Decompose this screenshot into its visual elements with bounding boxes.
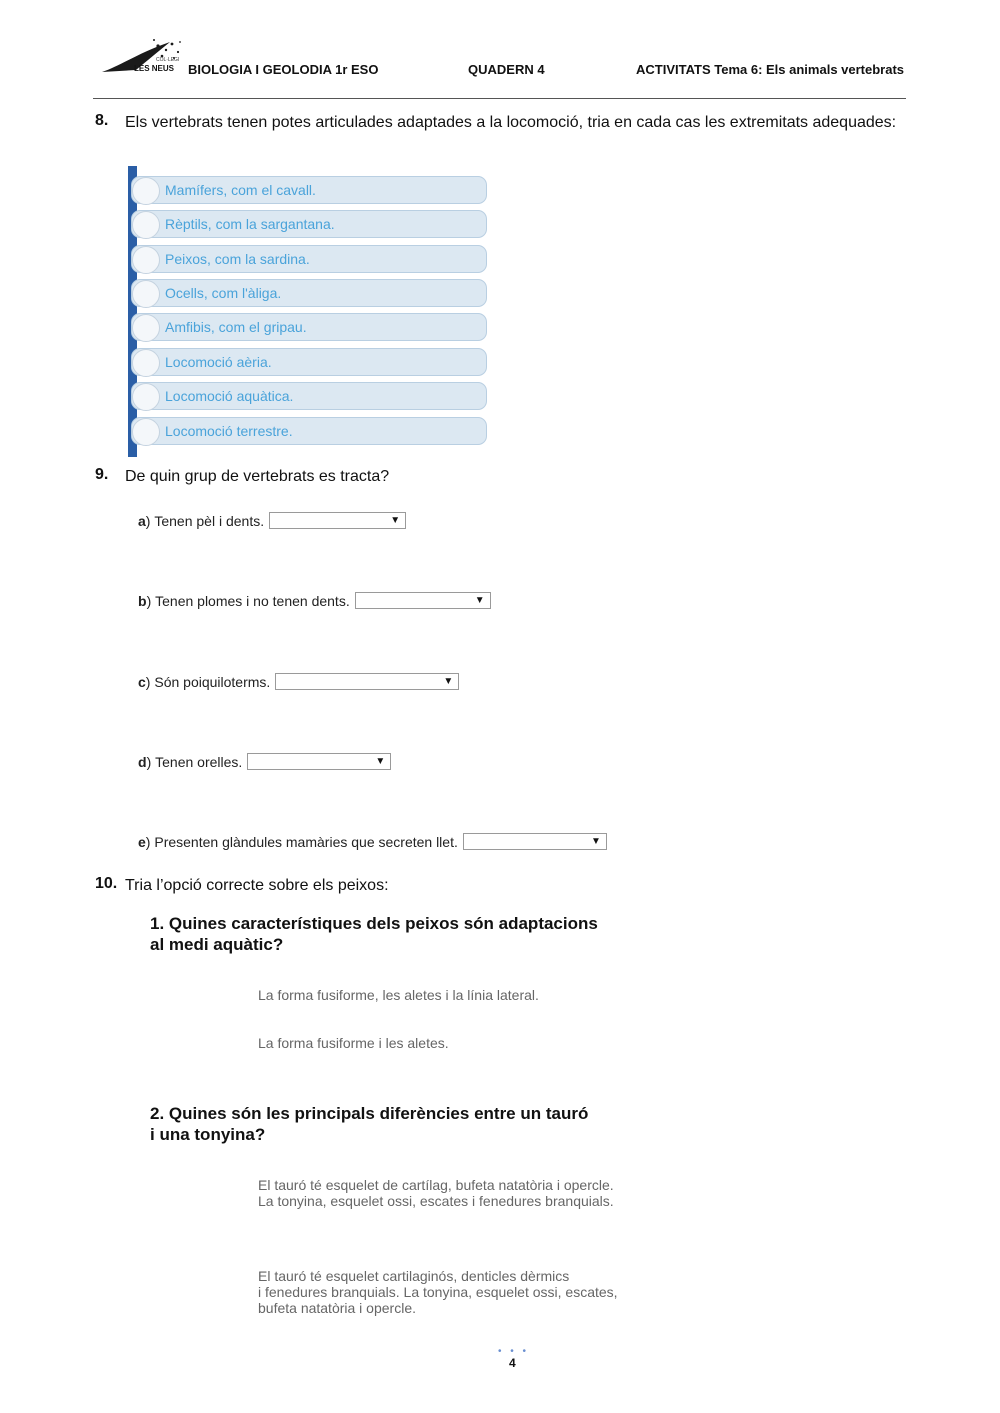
header-subject: BIOLOGIA I GEOLODIA 1r ESO — [188, 62, 379, 77]
q9-item-text: Tenen orelles. — [155, 753, 243, 770]
q8-option-label: Amfibis, com el gripau. — [165, 319, 307, 335]
q10-option[interactable] — [258, 1177, 614, 1209]
dropdown-arrow-icon: ▼ — [375, 756, 386, 767]
q8-list-bar — [128, 166, 137, 457]
q10-option[interactable] — [258, 1268, 618, 1316]
q9-item-letter: b — [138, 592, 147, 609]
logo-small-text: COL·LEGI — [156, 57, 180, 63]
option-line: i fenedures branquials. La tonyina, esquelet ossi, escates, — [258, 1284, 618, 1300]
q9-item-a — [138, 512, 406, 529]
q10-subquestion-title — [150, 913, 598, 955]
q9-text: De quin grup de vertebrats es tracta? — [125, 468, 390, 485]
q9-paren: ) — [145, 833, 151, 850]
title-line: i una tonyina? — [150, 1125, 266, 1144]
title-line: 2. Quines són les principals diferències entre un tauró — [150, 1104, 589, 1123]
radio-circle-icon[interactable] — [132, 349, 160, 377]
option-line: El tauró té esquelet cartilaginós, denticles dèrmics — [258, 1268, 570, 1284]
q9-number: 9. — [95, 466, 109, 483]
q9-item-letter: c — [138, 673, 146, 690]
q8-option-label: Locomoció aèria. — [165, 354, 272, 370]
q8-option[interactable] — [131, 417, 487, 445]
q9-paren: ) — [146, 592, 152, 609]
q8-option-label: Locomoció aquàtica. — [165, 388, 294, 404]
q10-option[interactable] — [258, 1035, 449, 1051]
q8-option-label: Locomoció terrestre. — [165, 423, 293, 439]
q10-number: 10. — [95, 875, 118, 892]
header-activity: ACTIVITATS Tema 6: Els animals vertebrats — [636, 62, 905, 77]
dropdown-arrow-icon: ▼ — [443, 676, 454, 687]
q8-option[interactable] — [131, 245, 487, 273]
answer-dropdown[interactable] — [275, 673, 459, 690]
q8-option-label: Peixos, com la sardina. — [165, 251, 310, 267]
radio-circle-icon[interactable] — [132, 177, 160, 205]
q9-item-c — [138, 673, 459, 690]
school-logo — [100, 36, 186, 78]
q8-option[interactable] — [131, 210, 487, 238]
radio-circle-icon[interactable] — [132, 314, 160, 342]
radio-circle-icon[interactable] — [132, 418, 160, 446]
q10-option[interactable] — [258, 987, 539, 1003]
q9-paren: ) — [145, 512, 151, 529]
option-line: El tauró té esquelet de cartílag, bufeta natatòria i opercle. — [258, 1177, 614, 1193]
q10-subquestion-title — [150, 1103, 588, 1145]
q9-item-d — [138, 753, 391, 770]
q8-option-label: Mamífers, com el cavall. — [165, 182, 316, 198]
q9-paren: ) — [145, 673, 151, 690]
answer-dropdown[interactable] — [355, 592, 491, 609]
q8-option[interactable] — [131, 176, 487, 204]
q9-item-text: Tenen plomes i no tenen dents. — [155, 592, 350, 609]
dropdown-arrow-icon: ▼ — [590, 836, 601, 847]
answer-dropdown[interactable] — [463, 833, 607, 850]
q9-item-letter: d — [138, 753, 147, 770]
q8-option[interactable] — [131, 348, 487, 376]
q9-item-text: Tenen pèl i dents. — [154, 512, 265, 529]
q8-text: Els vertebrats tenen potes articulades adaptades a la locomoció, tria en cada cas les extremitats adequades: — [125, 114, 897, 131]
header-notebook: QUADERN 4 — [468, 62, 545, 77]
q9-item-letter: a — [138, 512, 146, 529]
option-line: La forma fusiforme, les aletes i la línia lateral. — [258, 987, 539, 1003]
radio-circle-icon[interactable] — [132, 211, 160, 239]
option-line: La tonyina, esquelet ossi, escates i fenedures branquials. — [258, 1193, 614, 1209]
q9-item-b — [138, 592, 491, 609]
title-line: al medi aquàtic? — [150, 935, 284, 954]
radio-circle-icon[interactable] — [132, 280, 160, 308]
footer-dots: • • • — [498, 1346, 530, 1357]
answer-dropdown[interactable] — [269, 512, 406, 529]
dropdown-arrow-icon: ▼ — [390, 515, 401, 526]
option-line: La forma fusiforme i les aletes. — [258, 1035, 449, 1051]
q9-item-e — [138, 833, 607, 850]
page-number: 4 — [509, 1356, 516, 1370]
q10-text: Tria l’opció correcte sobre els peixos: — [125, 877, 389, 894]
header-divider — [93, 98, 906, 99]
q8-option[interactable] — [131, 279, 487, 307]
logo-text: LES NEUS — [134, 64, 175, 73]
dropdown-arrow-icon: ▼ — [474, 595, 485, 606]
q8-option[interactable] — [131, 382, 487, 410]
q9-item-text: Presenten glàndules mamàries que secreten llet. — [154, 833, 458, 850]
q9-paren: ) — [146, 753, 152, 770]
title-line: 1. Quines característiques dels peixos són adaptacions — [150, 914, 598, 933]
q9-item-text: Són poiquiloterms. — [154, 673, 271, 690]
answer-dropdown[interactable] — [247, 753, 391, 770]
radio-circle-icon[interactable] — [132, 246, 160, 274]
radio-circle-icon[interactable] — [132, 383, 160, 411]
q8-option[interactable] — [131, 313, 487, 341]
q9-item-letter: e — [138, 833, 146, 850]
option-line: bufeta natatòria i opercle. — [258, 1300, 416, 1316]
q8-number: 8. — [95, 112, 109, 129]
q8-option-label: Ocells, com l'àliga. — [165, 285, 282, 301]
q8-option-label: Rèptils, com la sargantana. — [165, 216, 335, 232]
